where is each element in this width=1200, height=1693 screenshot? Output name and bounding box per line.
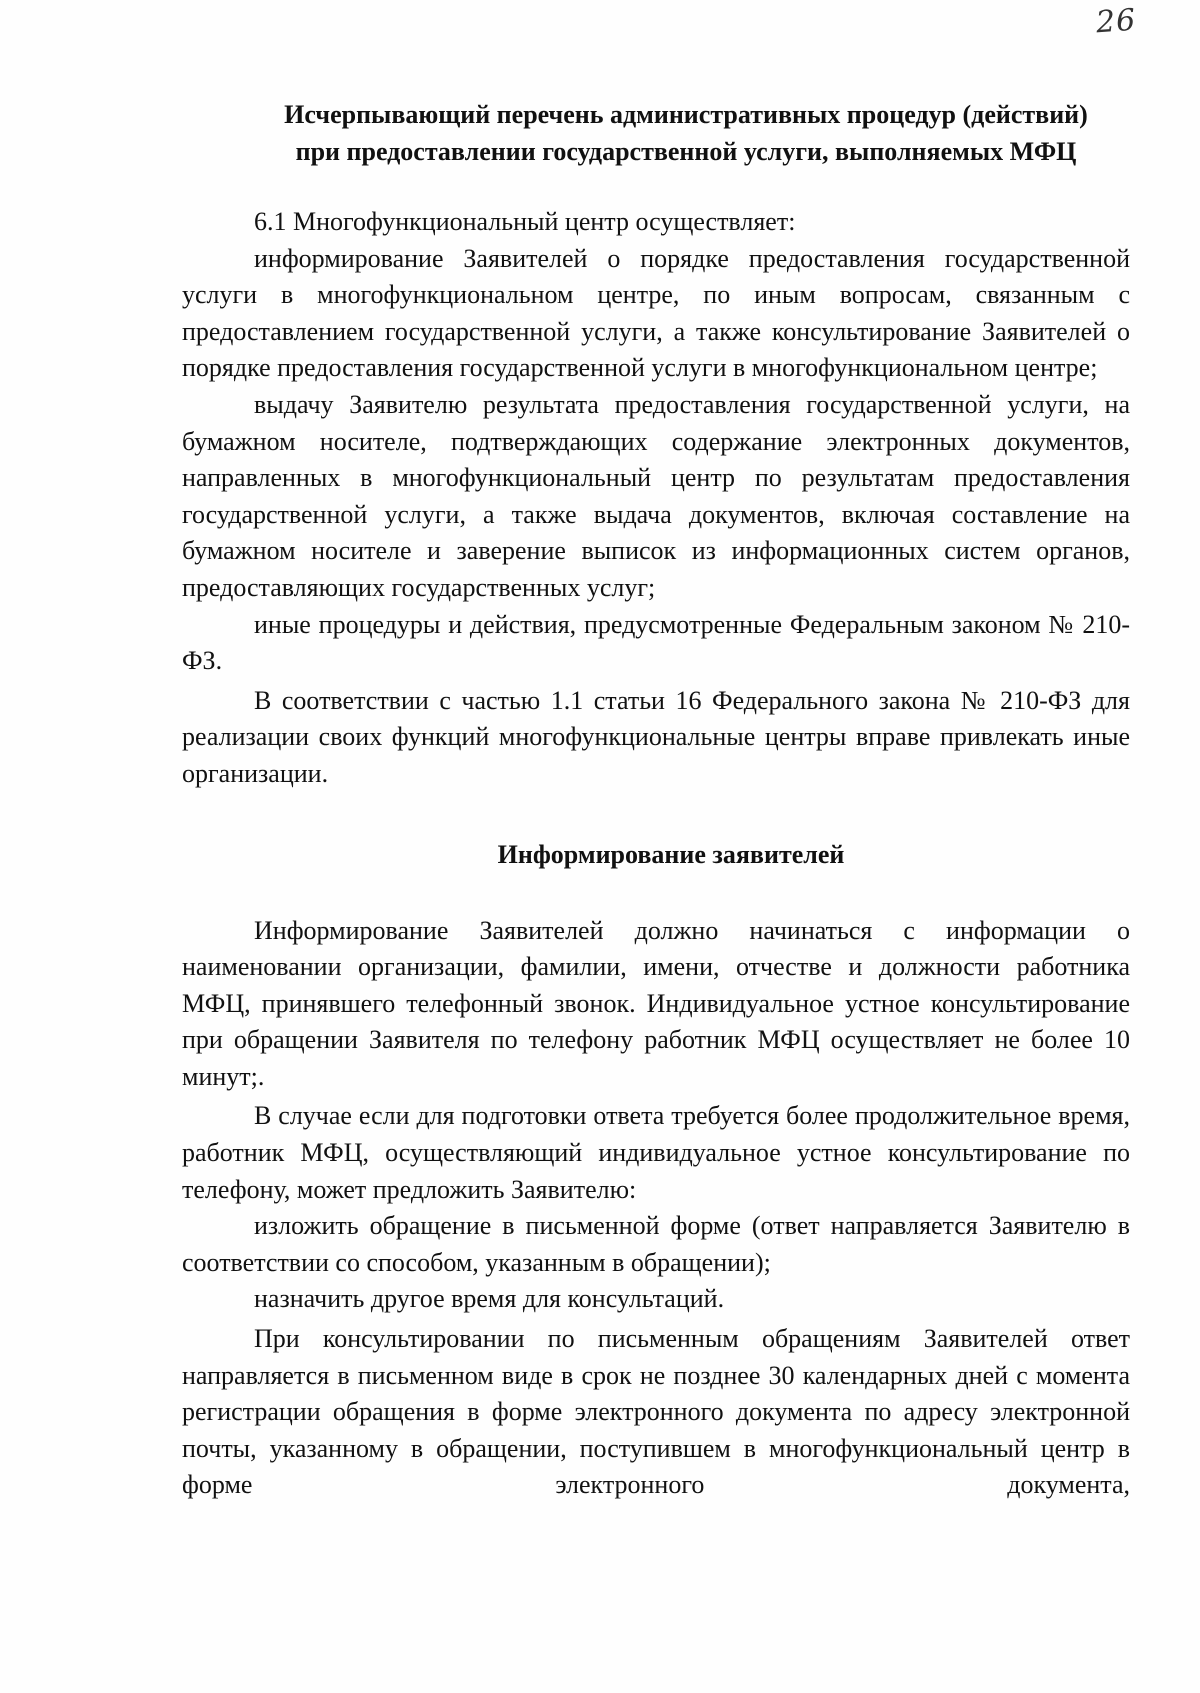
- title-line-1: Исчерпывающий перечень административных процедур (действий): [284, 100, 1088, 129]
- paragraph: При консультировании по письменным обращениям Заявителей ответ направляется в письменном виде в срок не позднее 30 календарных дней с момента регистрации обращения в форме электронного документа по адресу электронной почты, указанному в обращении, поступившем в многофункциональный центр в форме электронного документа,: [182, 1324, 1130, 1500]
- title-line-2: при предоставлении государственной услуги, выполняемых МФЦ: [295, 137, 1077, 166]
- paragraph: выдачу Заявителю результата предоставления государственной услуги, на бумажном носителе, подтверждающих содержание электронных документов, направленных в многофункциональный центр по результатам предоставления государственной услуги, а также выдача документов, включая составление на бумажном носителе и заверение выписок из информационных систем органов, предоставляющих государственных услуг;: [182, 389, 1130, 602]
- document-body: [182, 96, 1130, 1504]
- document-title: [182, 96, 1130, 170]
- paragraph: информирование Заявителей о порядке предоставления государственной услуги в многофункциональном центре, по иным вопросам, связанным с предоставлением государственной услуги, а также консультирование Заявителей о порядке предоставления государственной услуги в многофункциональном центре;: [182, 243, 1130, 383]
- paragraph: изложить обращение в письменной форме (ответ направляется Заявителю в соответствии со способом, указанным в обращении);: [182, 1211, 1130, 1277]
- paragraph: В случае если для подготовки ответа требуется более продолжительное время, работник МФЦ, осуществляющий индивидуальное устное консультирование по телефону, может предложить Заявителю:: [182, 1101, 1130, 1204]
- paragraph: иные процедуры и действия, предусмотренные Федеральным законом № 210-ФЗ.: [182, 609, 1130, 676]
- handwritten-page-number: 26: [1094, 2, 1138, 41]
- section-heading: Информирование заявителей: [497, 839, 845, 869]
- paragraph: В соответствии с частью 1.1 статьи 16 Федерального закона № 210-ФЗ для реализации своих функций многофункциональные центры вправе привлекать иные организации.: [182, 685, 1130, 788]
- paragraph: Информирование Заявителей должно начинаться с информации о наименовании организации, фамилии, имени, отчестве и должности работника МФЦ, принявшего телефонный звонок. Индивидуальное устное консультирование при обращении Заявителя по телефону работник МФЦ осуществляет не более 10 минут;.: [182, 915, 1130, 1091]
- paragraph: 6.1 Многофункциональный центр осуществляет:: [254, 207, 796, 236]
- paragraph: назначить другое время для консультаций.: [254, 1284, 725, 1314]
